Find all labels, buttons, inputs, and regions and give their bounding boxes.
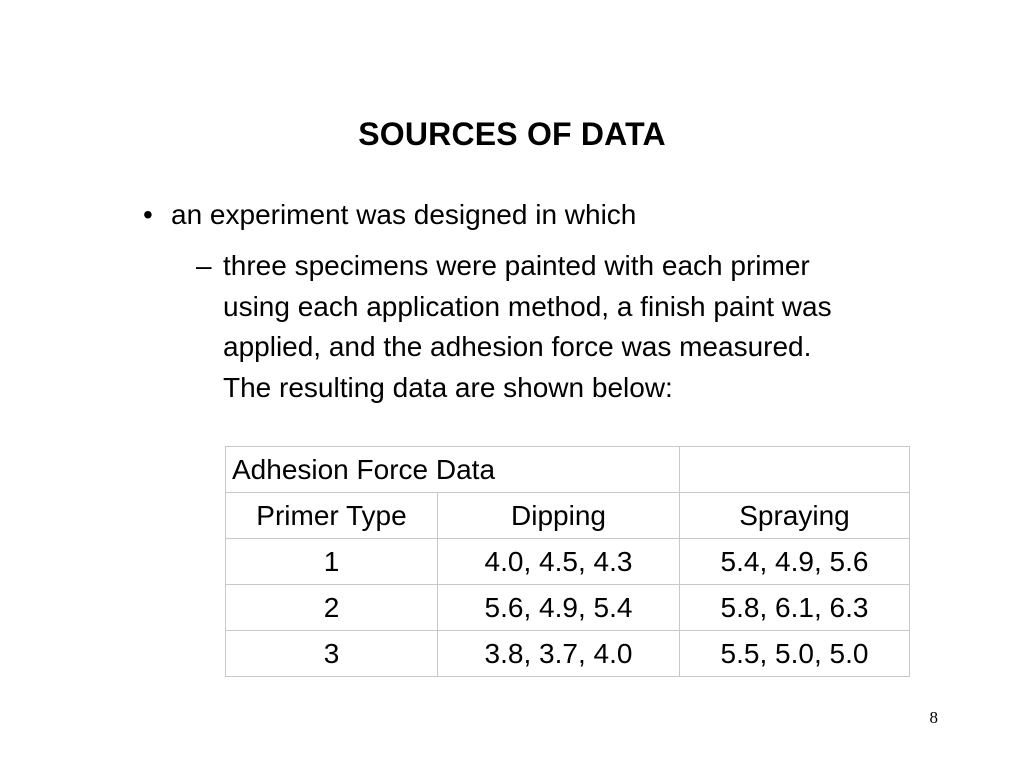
page-number: 8	[929, 708, 938, 727]
sub-bullet-line: applied, and the adhesion force was measured.	[223, 331, 812, 362]
header-primer-type: Primer Type	[226, 493, 438, 539]
table-cell-spraying: 5.4, 4.9, 5.6	[680, 539, 910, 585]
table-cell-dipping: 5.6, 4.9, 5.4	[438, 585, 680, 631]
bullet-item	[143, 196, 636, 234]
table-cell-spraying: 5.5, 5.0, 5.0	[680, 631, 910, 677]
table-cell-primer: 2	[226, 585, 438, 631]
table-cell-primer: 3	[226, 631, 438, 677]
sub-bullet-marker: –	[196, 250, 212, 281]
table-caption-row	[226, 447, 910, 493]
header-dipping: Dipping	[438, 493, 680, 539]
table-row	[226, 631, 910, 677]
table-row	[226, 585, 910, 631]
table-cell-spraying: 5.8, 6.1, 6.3	[680, 585, 910, 631]
sub-bullet-line: three specimens were painted with each primer	[223, 250, 810, 281]
sub-bullet-text	[223, 246, 832, 408]
table-cell-primer: 1	[226, 539, 438, 585]
table-header-row	[226, 493, 910, 539]
sub-bullet-line: using each application method, a finish paint was	[223, 290, 832, 322]
table-cell-dipping: 4.0, 4.5, 4.3	[438, 539, 680, 585]
sub-bullet-line: The resulting data are shown below:	[223, 371, 673, 403]
adhesion-force-table	[225, 446, 910, 677]
table-row	[226, 539, 910, 585]
table-caption: Adhesion Force Data	[226, 447, 680, 493]
table-cell-dipping: 3.8, 3.7, 4.0	[438, 631, 680, 677]
header-spraying: Spraying	[680, 493, 910, 539]
bullet-marker: •	[143, 199, 153, 230]
bullet-text: an experiment was designed in which	[171, 199, 637, 230]
slide-title: SOURCES OF DATA	[358, 116, 666, 152]
table-cell-empty	[680, 447, 910, 493]
sub-bullet-item	[196, 246, 976, 408]
